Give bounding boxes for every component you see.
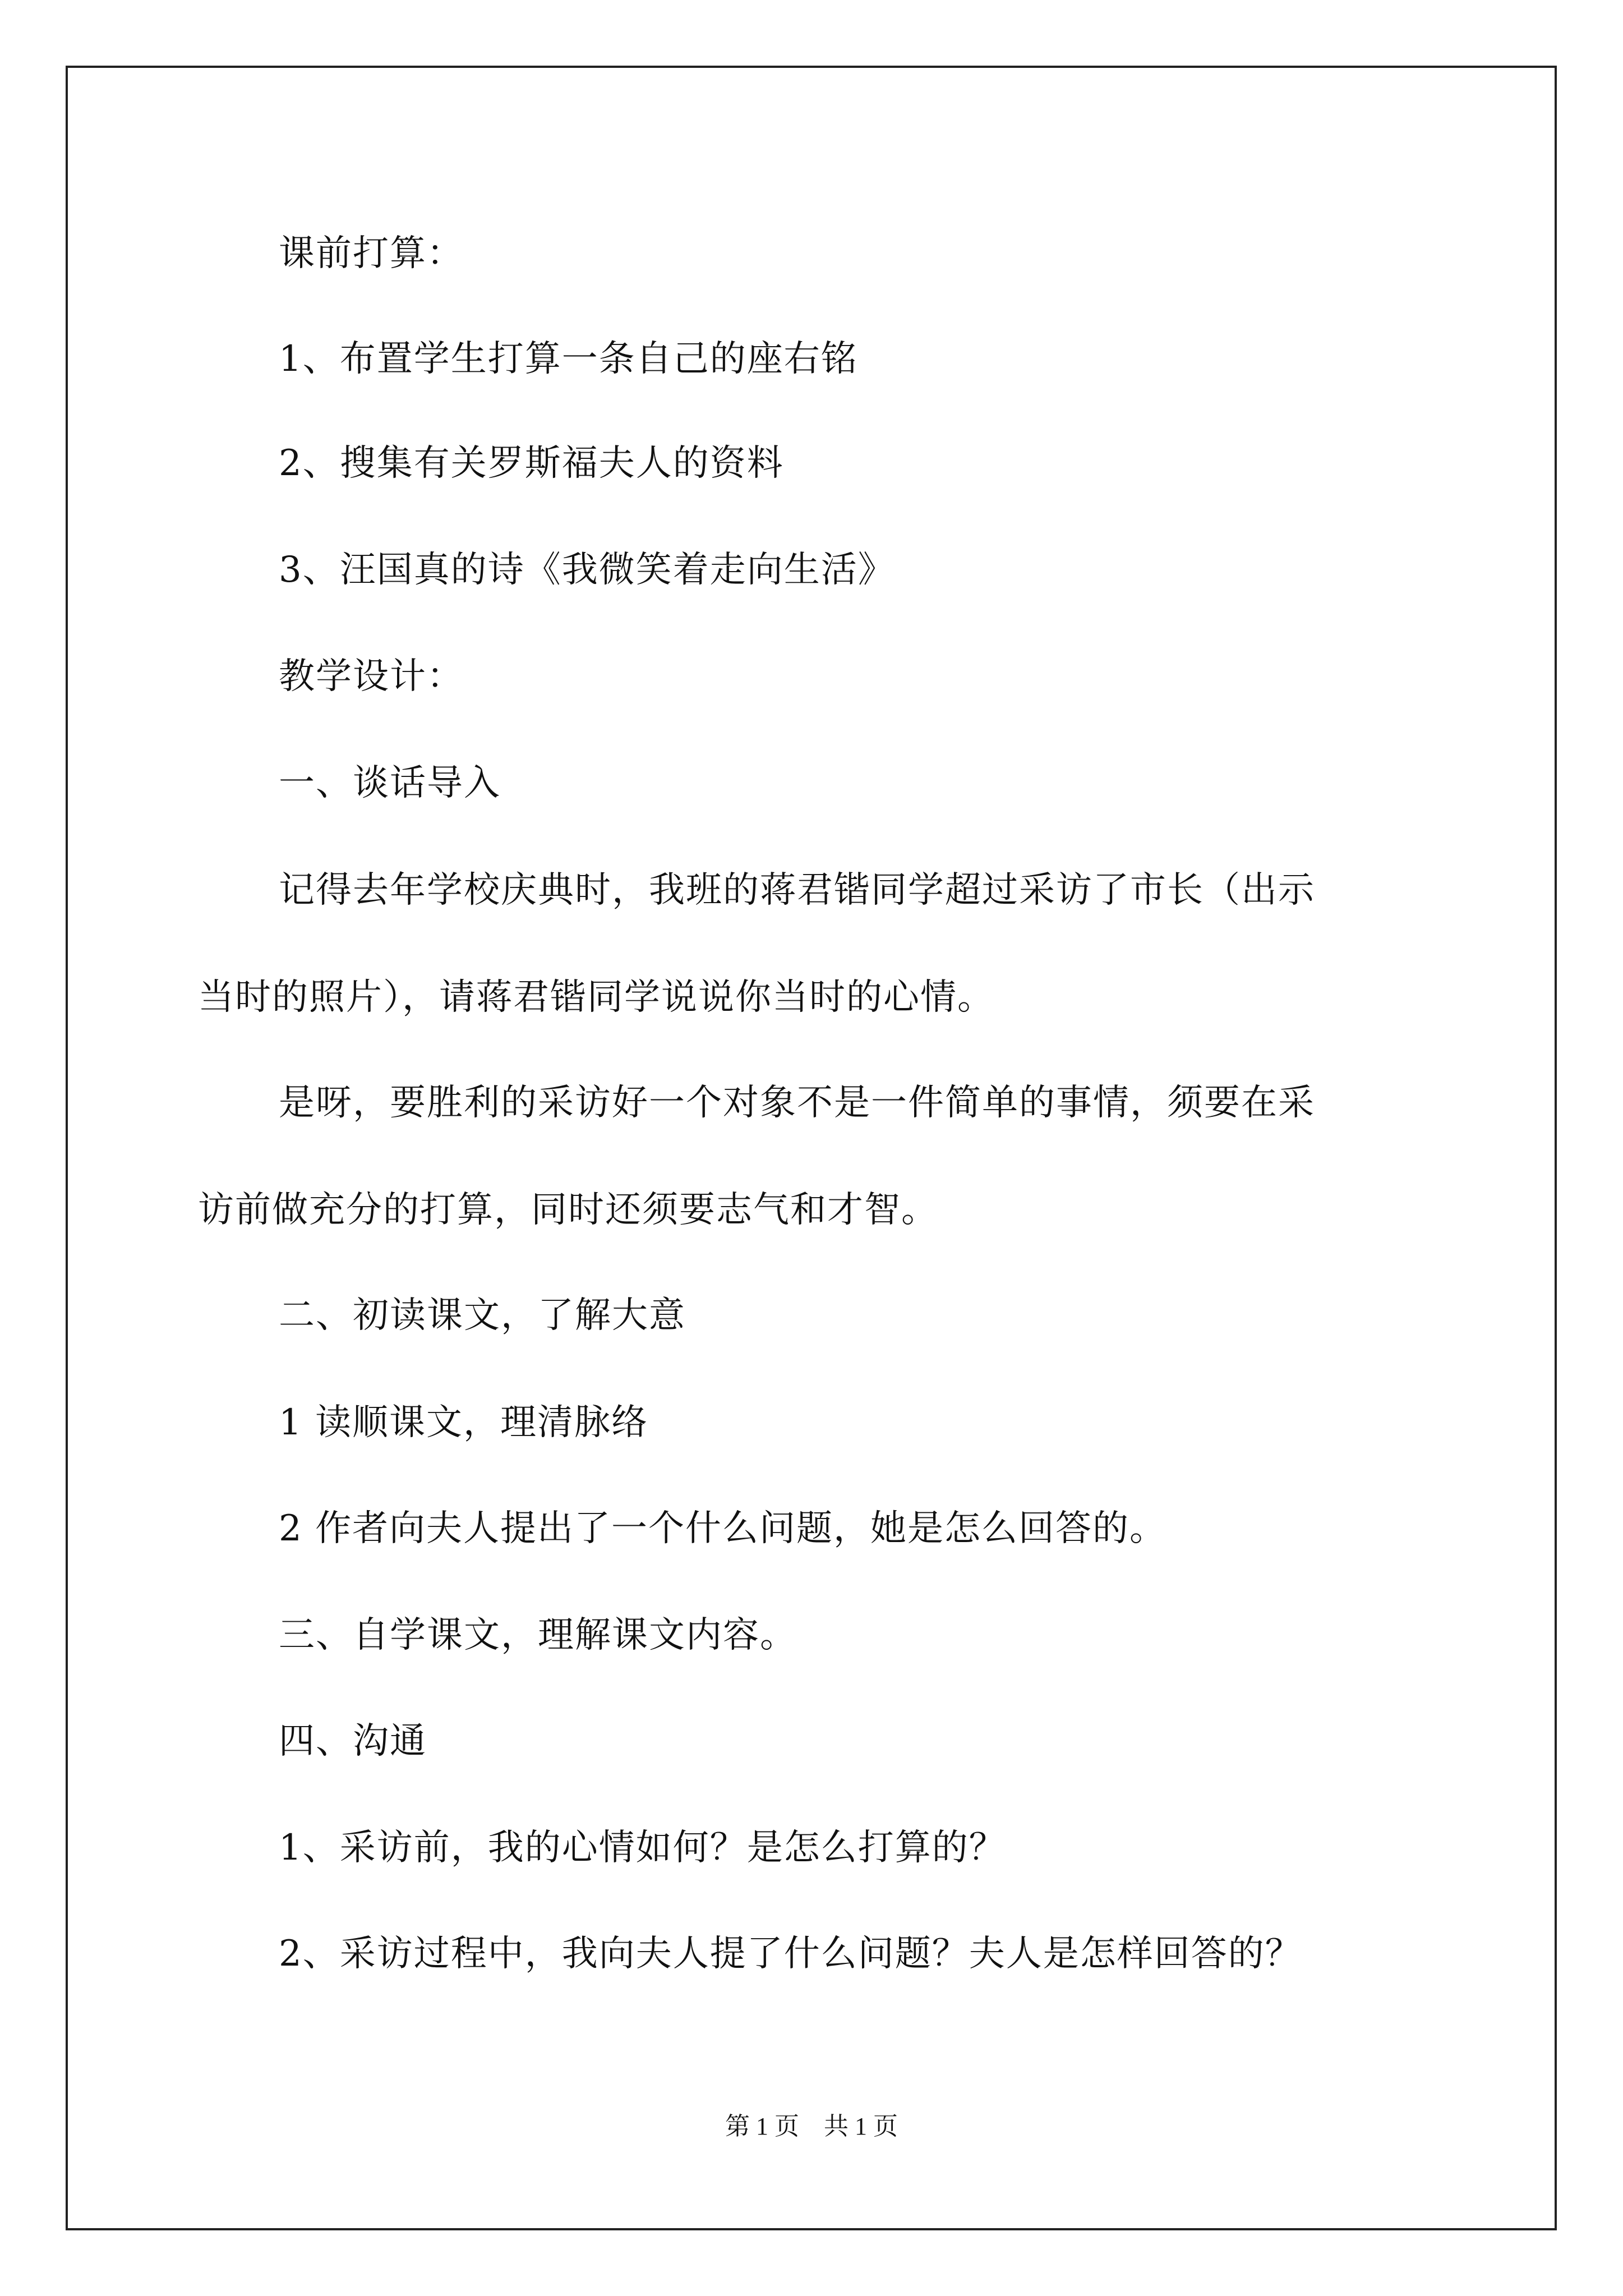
list-item: 1、采访前，我的心情如何？是怎么打算的？ bbox=[279, 1827, 1006, 1869]
paragraph-line: 记得去年学校庆典时，我班的蒋君锴同学超过采访了市长（出示 bbox=[279, 869, 1315, 911]
section-heading: 二、初读课文，了解大意 bbox=[279, 1295, 686, 1336]
list-item: 1、布置学生打算一条自己的座右铭 bbox=[279, 338, 858, 380]
list-item: 2、搜集有关罗斯福夫人的资料 bbox=[279, 443, 784, 484]
section-heading: 四、沟通 bbox=[279, 1720, 427, 1762]
section-heading: 一、谈话导入 bbox=[279, 762, 501, 804]
paragraph-line: 当时的照片），请蒋君锴同学说说你当时的心情。 bbox=[198, 977, 994, 1018]
list-item: 1 读顺课文，理清脉络 bbox=[279, 1402, 649, 1443]
heading-teaching-design: 教学设计： bbox=[279, 656, 464, 697]
section-heading: 三、自学课文，理解课文内容。 bbox=[279, 1614, 797, 1656]
paragraph-line: 访前做充分的打算，同时还须要志气和才智。 bbox=[198, 1189, 938, 1231]
list-item: 2、采访过程中，我向夫人提了什么问题？夫人是怎样回答的？ bbox=[279, 1933, 1302, 1975]
list-item: 3、汪国真的诗《我微笑着走向生活》 bbox=[279, 549, 895, 591]
page-border bbox=[66, 66, 1557, 2230]
paragraph-line: 是呀，要胜利的采访好一个对象不是一件简单的事情，须要在采 bbox=[279, 1082, 1315, 1124]
page-footer: 第 1 页 共 1 页 bbox=[725, 2113, 898, 2140]
list-item: 2 作者向夫人提出了一个什么问题，她是怎么回答的。 bbox=[279, 1508, 1167, 1549]
heading-preparation: 课前打算： bbox=[279, 233, 464, 274]
